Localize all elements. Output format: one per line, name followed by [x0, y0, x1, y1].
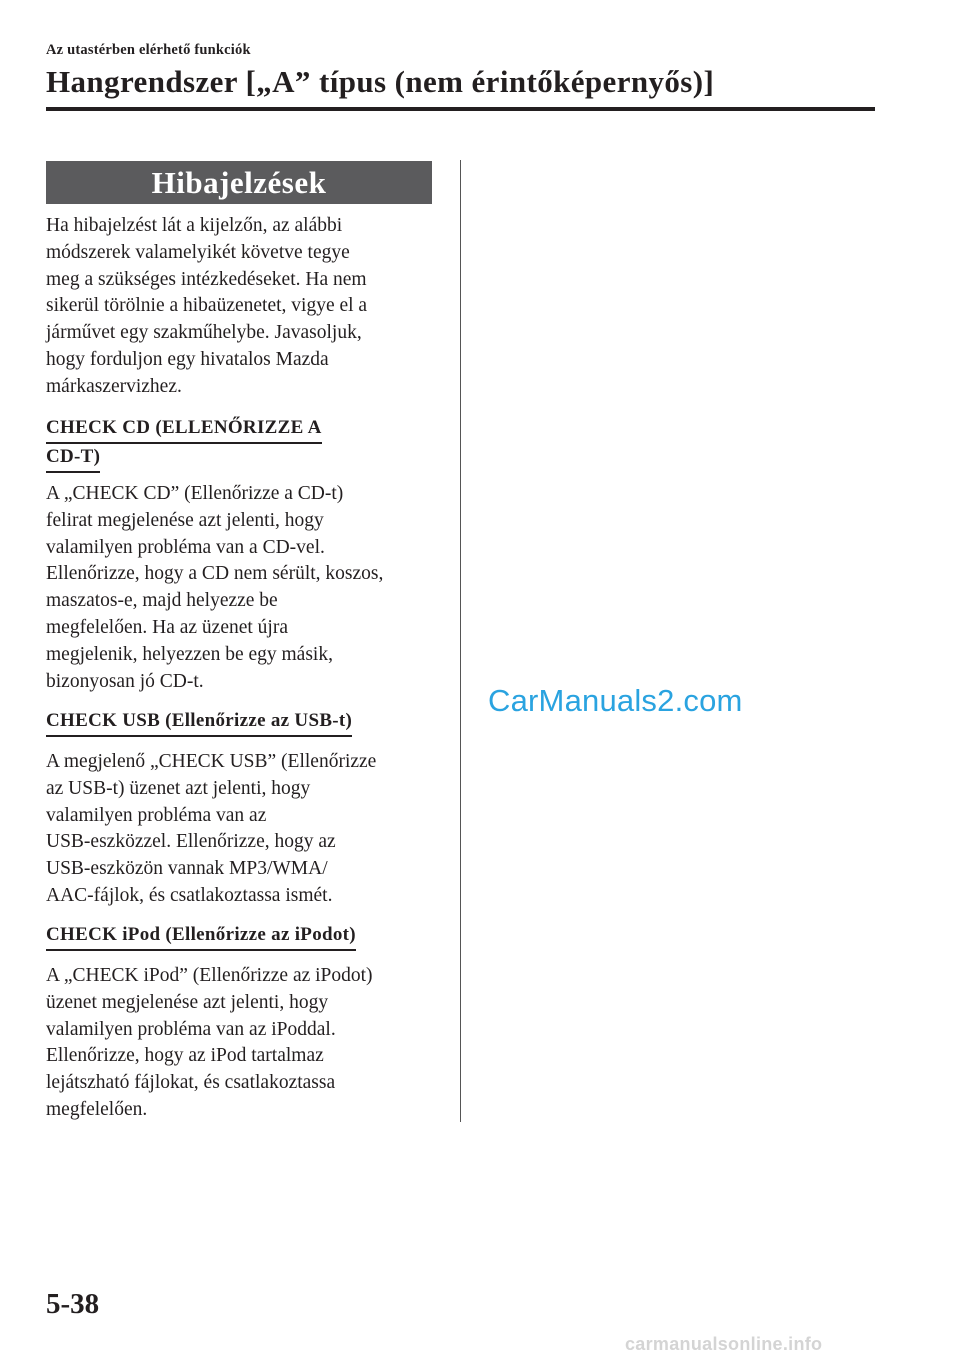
- intro-paragraph: [46, 213, 438, 401]
- subheading-line: CD-T): [46, 444, 100, 473]
- body-line: valamilyen probléma van az iPoddal.: [46, 1018, 336, 1040]
- body-line: megfelelően.: [46, 1098, 148, 1120]
- body-line: Ellenőrizze, hogy az iPod tartalmaz: [46, 1045, 324, 1067]
- check-usb-paragraph: [46, 749, 438, 910]
- body-line: bizonyosan jó CD-t.: [46, 670, 204, 692]
- body-line: Ellenőrizze, hogy a CD nem sérült, koszos,: [46, 563, 384, 585]
- subheading-line: CHECK CD (ELLENŐRIZZE A: [46, 415, 322, 444]
- body-line: A „CHECK iPod” (Ellenőrizze az iPodot): [46, 965, 373, 986]
- subheading-check-cd: [46, 415, 438, 473]
- body-line: megfelelően. Ha az üzenet újra: [46, 616, 288, 638]
- body-line: üzenet megjelenése azt jelenti, hogy: [46, 991, 329, 1013]
- check-ipod-paragraph: [46, 963, 438, 1124]
- subheading-check-ipod: [46, 922, 438, 951]
- body-line: az USB-t) üzenet azt jelenti, hogy: [46, 777, 311, 799]
- section-banner: Hibajelzések: [46, 161, 432, 204]
- body-line: A „CHECK CD” (Ellenőrizze a CD-t): [46, 483, 344, 504]
- body-line: felirat megjelenése azt jelenti, hogy: [46, 509, 324, 531]
- intro-line: módszerek valamelyikét követve tegye: [46, 241, 350, 263]
- body-line: lejátszható fájlokat, és csatlakoztassa: [46, 1072, 336, 1094]
- subheading-line: CHECK iPod (Ellenőrizze az iPodot): [46, 922, 356, 951]
- body-line: valamilyen probléma van az: [46, 804, 267, 826]
- body-line: AAC-fájlok, és csatlakoztassa ismét.: [46, 884, 333, 906]
- page-number: 5-38: [46, 1288, 100, 1320]
- body-line: valamilyen probléma van a CD-vel.: [46, 536, 325, 558]
- body-line: USB-eszközön vannak MP3/WMA/: [46, 858, 328, 880]
- body-line: A megjelenő „CHECK USB” (Ellenőrizze: [46, 751, 377, 772]
- body-line: USB-eszközzel. Ellenőrizze, hogy az: [46, 831, 336, 853]
- subheading-check-usb: [46, 708, 438, 737]
- page-title: Hangrendszer [„A” típus (nem érintőképernyős)]: [46, 64, 715, 99]
- intro-line: meg a szükséges intézkedéseket. Ha nem: [46, 268, 367, 290]
- footer-site-mark: carmanualsonline.info: [625, 1334, 823, 1354]
- intro-line: hogy forduljon egy hivatalos Mazda: [46, 348, 329, 370]
- check-cd-paragraph: [46, 481, 438, 695]
- breadcrumb: Az utastérben elérhető funkciók: [46, 42, 251, 58]
- intro-line: márkaszervizhez.: [46, 375, 182, 397]
- subheading-line: CHECK USB (Ellenőrizze az USB-t): [46, 708, 352, 737]
- title-rule: [46, 107, 875, 111]
- body-line: megjelenik, helyezzen be egy másik,: [46, 643, 333, 665]
- body-line: maszatos-e, majd helyezze be: [46, 590, 278, 612]
- intro-line: Ha hibajelzést lát a kijelzőn, az alábbi: [46, 215, 343, 236]
- intro-line: járművet egy szakműhelybe. Javasoljuk,: [46, 322, 362, 344]
- watermark: CarManuals2.com: [488, 683, 743, 718]
- intro-line: sikerül törölnie a hibaüzenetet, vigye el a: [46, 295, 368, 317]
- column-divider: [460, 160, 461, 1122]
